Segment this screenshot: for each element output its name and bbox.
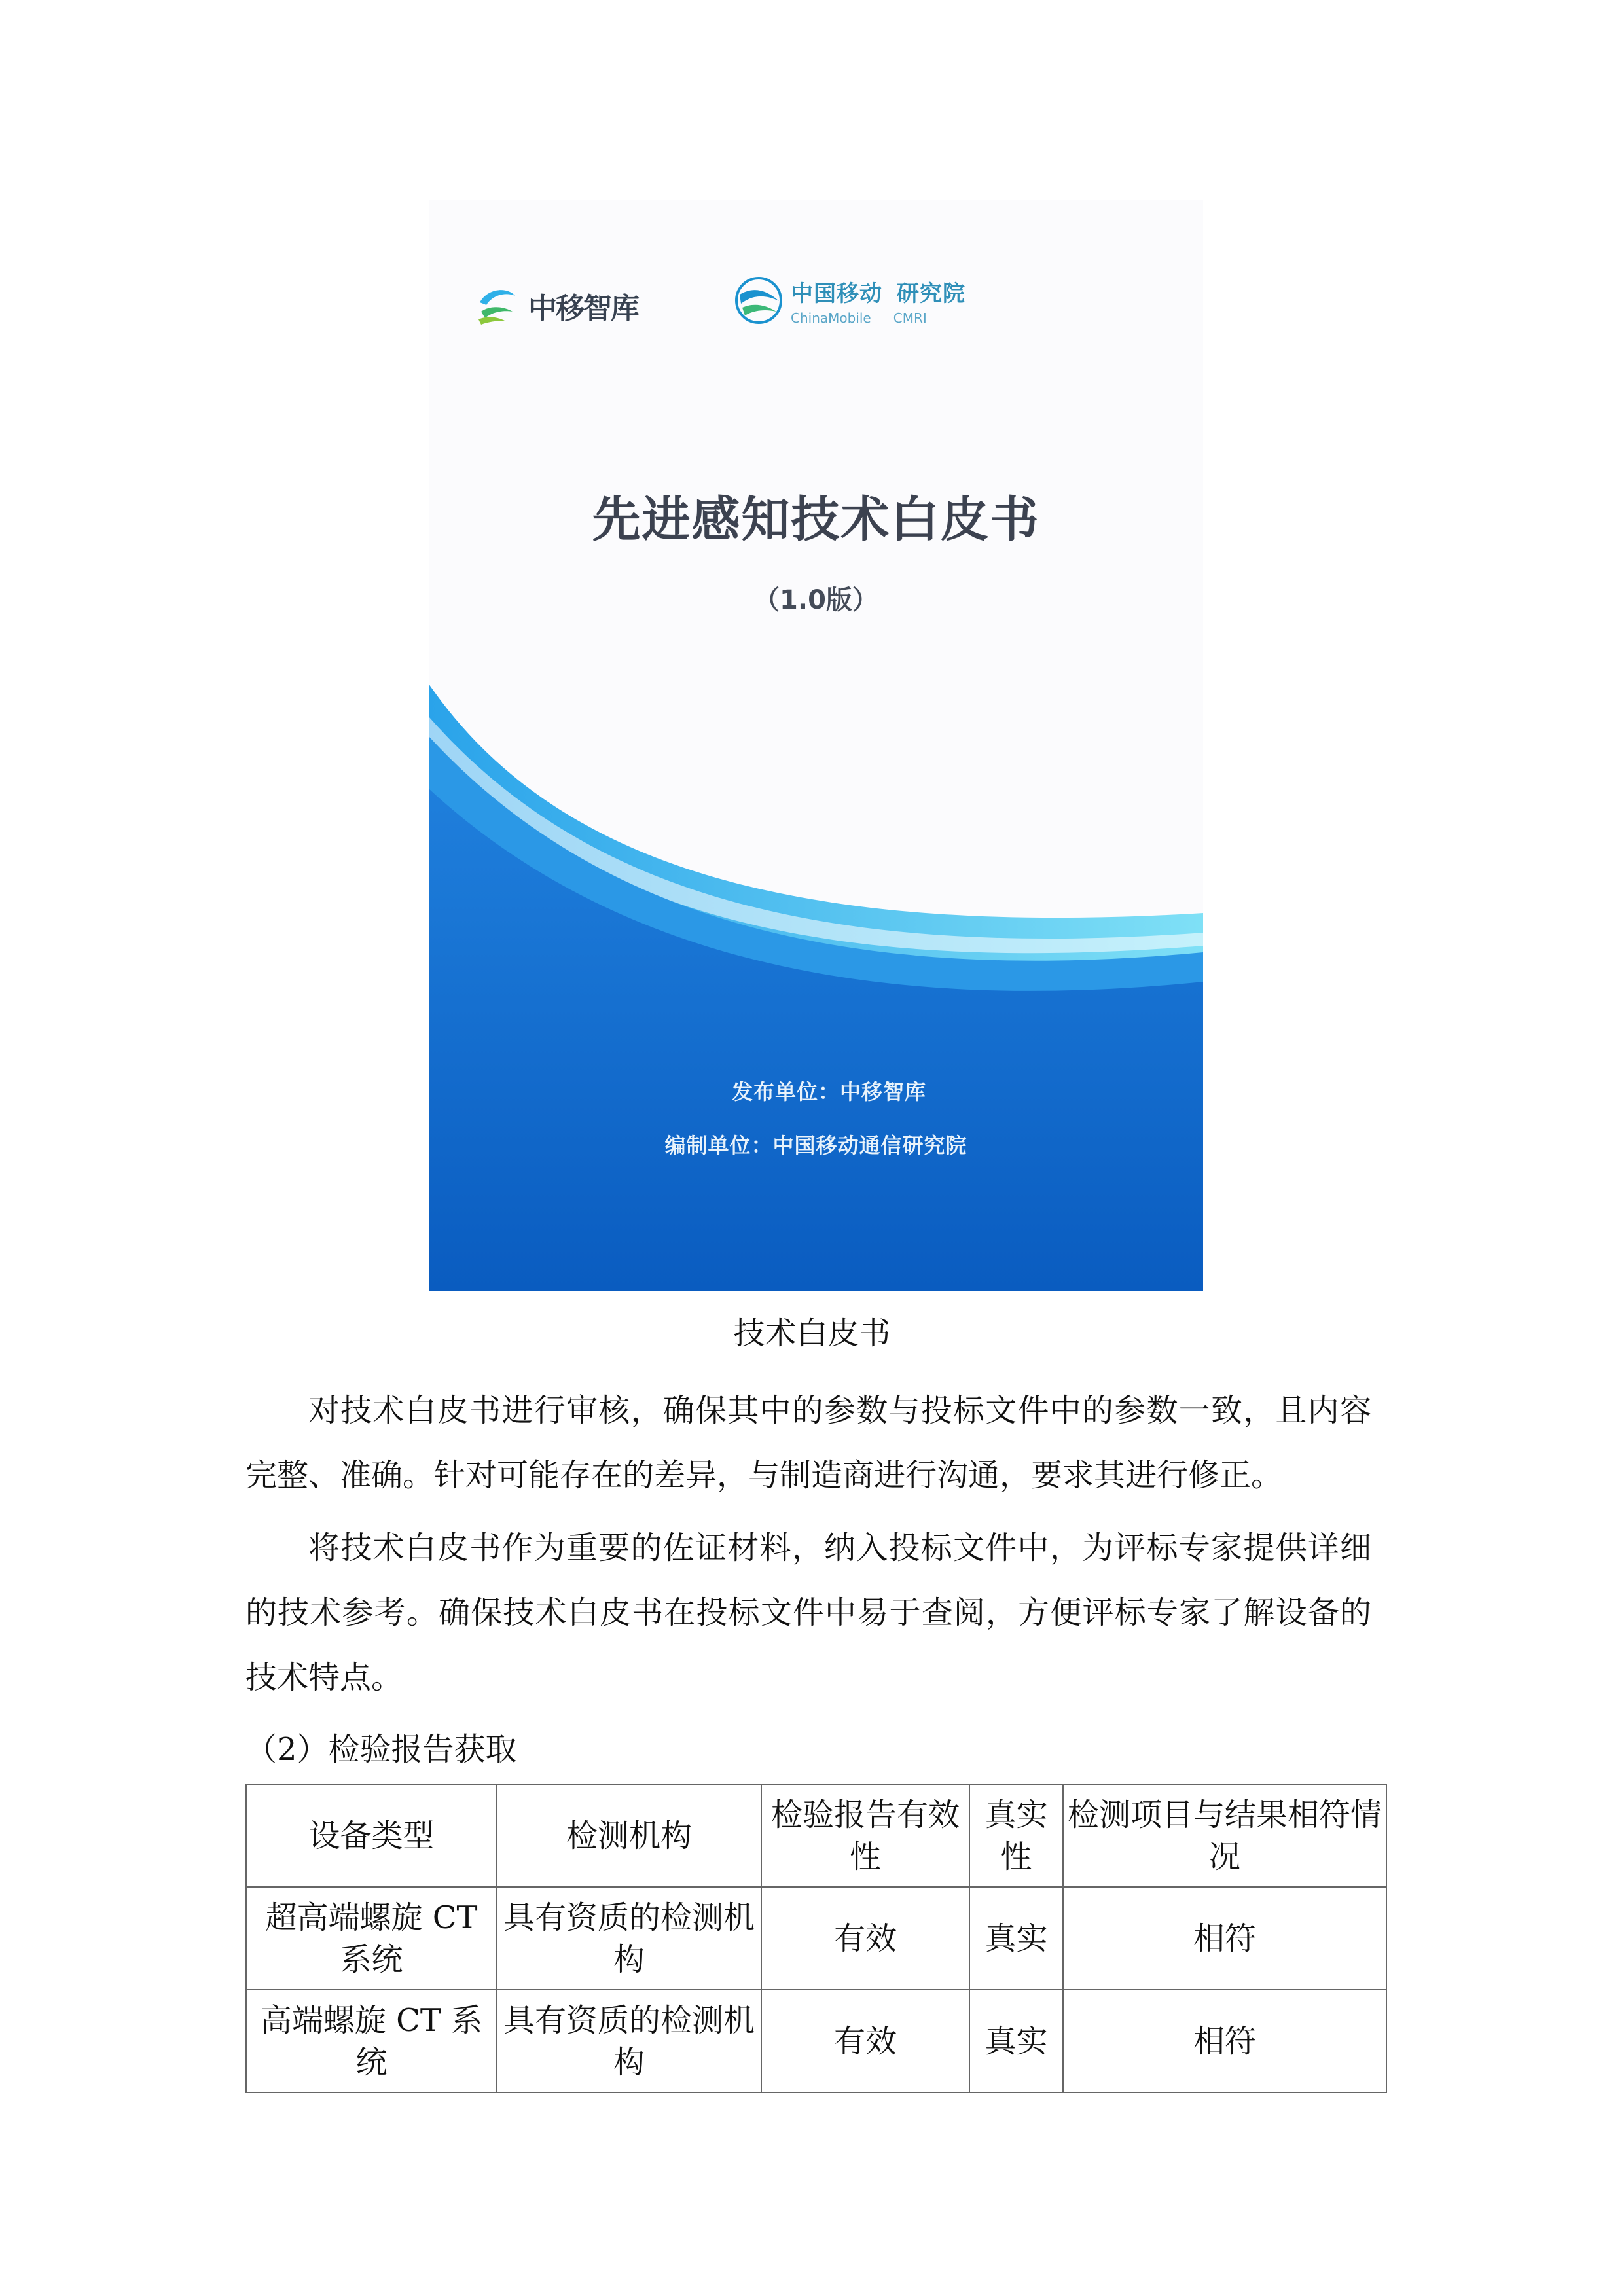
research-institute-cn-text: 研究院	[897, 280, 965, 307]
china-mobile-research-logo	[733, 275, 965, 326]
paragraph-evidence: 将技术白皮书作为重要的佐证材料，纳入投标文件中，为评标专家提供详细的技术参考。确保技术白皮书在投标文件中易于查阅，方便评标专家了解设备的技术特点。	[245, 1530, 1371, 1696]
zhongyi-swirl-icon	[475, 283, 520, 329]
table-cell: 高端螺旋 CT 系统	[246, 1990, 497, 2092]
table-cell: 真实	[969, 1990, 1063, 2092]
china-mobile-cn-text: 中国移动	[791, 280, 882, 307]
table-cell: 超高端螺旋 CT 系统	[246, 1887, 497, 1990]
china-mobile-en-text: ChinaMobile	[791, 310, 871, 326]
inspection-report-table	[245, 1784, 1387, 2093]
table-header-cell: 设备类型	[246, 1784, 497, 1887]
table-cell: 真实	[969, 1887, 1063, 1990]
paragraph-review: 对技术白皮书进行审核，确保其中的参数与投标文件中的参数一致，且内容完整、准确。针对可能存在的差异，与制造商进行沟通，要求其进行修正。	[245, 1392, 1371, 1494]
table-header-cell: 检验报告有效性	[761, 1784, 969, 1887]
whitepaper-cover-image	[429, 200, 1203, 1291]
cover-title: 先进感知技术白皮书	[592, 492, 1040, 548]
table-header-cell: 检测项目与结果相符情况	[1063, 1784, 1386, 1887]
table-cell: 具有资质的检测机构	[497, 1990, 761, 2092]
table-cell: 相符	[1063, 1887, 1386, 1990]
table-header-cell: 真实性	[969, 1784, 1063, 1887]
table-row	[246, 1887, 1386, 1990]
cover-logos	[475, 275, 1129, 347]
cover-version: （1.0版）	[753, 585, 878, 615]
cmri-text: CMRI	[893, 310, 927, 326]
figure-caption: 技术白皮书	[733, 1315, 891, 1352]
section-subheading: （2）检验报告获取	[245, 1731, 517, 1768]
table-cell: 有效	[761, 1887, 969, 1990]
zhongyi-zhiku-logo	[475, 283, 638, 329]
zhongyi-logo-text: 中移智库	[528, 292, 638, 325]
table-cell: 有效	[761, 1990, 969, 2092]
table-cell: 相符	[1063, 1990, 1386, 2092]
table-header-cell: 检测机构	[497, 1784, 761, 1887]
cover-wave-graphic	[429, 200, 1203, 1291]
cover-publisher: 发布单位：中移智库	[731, 1079, 926, 1104]
table-cell: 具有资质的检测机构	[497, 1887, 761, 1990]
cover-editor: 编制单位：中国移动通信研究院	[664, 1133, 967, 1158]
table-header-row	[246, 1784, 1386, 1887]
china-mobile-orb-icon	[733, 275, 784, 326]
table-row	[246, 1990, 1386, 2092]
